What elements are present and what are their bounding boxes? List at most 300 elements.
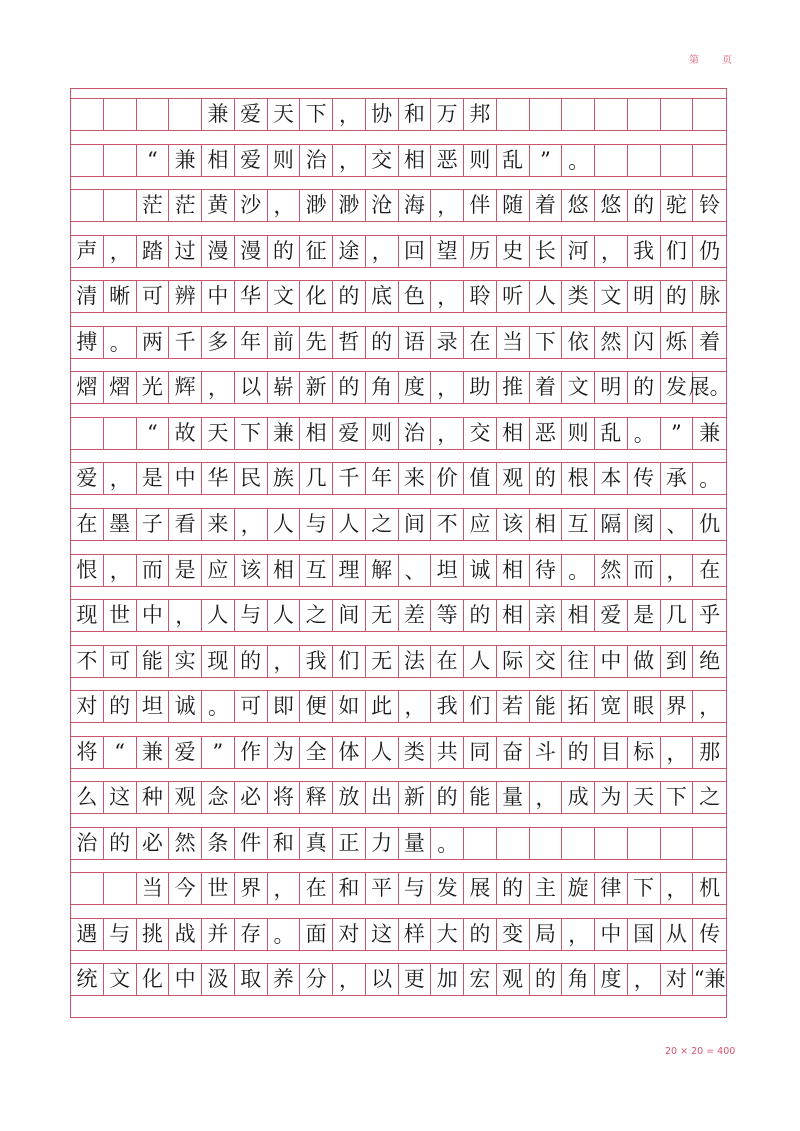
grid-cell-empty <box>169 99 202 130</box>
grid-cell-empty <box>661 828 694 859</box>
grid-cell: 作 <box>235 737 268 768</box>
grid-cell: 以 <box>366 964 399 995</box>
grid-cell: 渺 <box>333 190 366 221</box>
grid-cell: 底 <box>366 281 399 312</box>
grid-row <box>71 98 726 131</box>
manuscript-grid <box>70 88 731 1018</box>
grid-cell: 。 <box>628 418 661 449</box>
grid-cell: 能 <box>137 646 170 677</box>
grid-cell: 界 <box>661 691 694 722</box>
grid-cell: 恶 <box>431 145 464 176</box>
grid-row <box>71 280 726 313</box>
grid-cell: 机 <box>699 876 721 901</box>
grid-cell: 下 <box>235 418 268 449</box>
grid-cell: 是 <box>137 463 170 494</box>
grid-cell: 解 <box>366 555 399 586</box>
grid-cell: 族 <box>268 463 301 494</box>
grid-cell: 茫 <box>137 190 170 221</box>
grid-cell: 类 <box>562 281 595 312</box>
grid-row <box>71 918 726 951</box>
grid-cell: ， <box>661 555 694 586</box>
grid-cell: 途 <box>333 236 366 267</box>
grid-cell-empty <box>628 99 661 130</box>
grid-cell: 征 <box>300 236 333 267</box>
grid-cell: 理 <box>333 555 366 586</box>
grid-cell: 坦 <box>137 691 170 722</box>
grid-cell: 是 <box>169 555 202 586</box>
grid-cell: 释 <box>300 782 333 813</box>
grid-cell: 铃 <box>699 193 721 218</box>
grid-cell: 奋 <box>497 737 530 768</box>
grid-cell: 中 <box>169 964 202 995</box>
grid-cell: 的 <box>628 372 661 403</box>
grid-cell: 斗 <box>530 737 563 768</box>
grid-cell: ， <box>268 190 301 221</box>
grid-cell: 本 <box>595 463 628 494</box>
grid-cell: 平 <box>366 873 399 904</box>
grid-cell: 放 <box>333 782 366 813</box>
grid-cell: 茫 <box>169 190 202 221</box>
grid-cell: 宽 <box>595 691 628 722</box>
grid-cell: 为 <box>595 782 628 813</box>
grid-cell: “ <box>137 418 170 449</box>
grid-cell: “ <box>104 737 137 768</box>
grid-cell: 脉 <box>699 284 721 309</box>
grid-cell: 度 <box>595 964 628 995</box>
grid-cell: 乎 <box>699 603 721 628</box>
grid-cell: 往 <box>562 646 595 677</box>
grid-cell: 和 <box>268 828 301 859</box>
grid-cell: 恶 <box>530 418 563 449</box>
grid-cell: 然 <box>595 327 628 358</box>
grid-cell: 回 <box>399 236 432 267</box>
grid-cell: 故 <box>169 418 202 449</box>
grid-cell: 兼 <box>202 99 235 130</box>
grid-cell-empty <box>562 828 595 859</box>
grid-cell: 的 <box>661 281 694 312</box>
grid-cell: 之 <box>366 509 399 540</box>
grid-cell: 望 <box>431 236 464 267</box>
grid-row <box>71 827 726 860</box>
grid-cell: 这 <box>366 919 399 950</box>
grid-cell: 量 <box>399 828 432 859</box>
grid-cell: 即 <box>268 691 301 722</box>
grid-cell: 可 <box>104 646 137 677</box>
grid-cell-empty <box>71 418 104 449</box>
grid-cell: ” <box>530 145 563 176</box>
grid-cell: 相 <box>497 600 530 631</box>
grid-cell: 发 <box>661 372 694 403</box>
grid-cell: 然 <box>169 828 202 859</box>
grid-cell: 不 <box>71 646 104 677</box>
grid-cell: 化 <box>137 964 170 995</box>
grid-cell: 而 <box>137 555 170 586</box>
grid-cell: 千 <box>333 463 366 494</box>
grid-cell-empty <box>71 190 104 221</box>
grid-cell: ， <box>333 99 366 130</box>
grid-cell: ” <box>202 737 235 768</box>
grid-cell: 的 <box>464 919 497 950</box>
grid-cell: 爱 <box>595 600 628 631</box>
grid-cell: 辨 <box>169 281 202 312</box>
grid-cell: 条 <box>202 828 235 859</box>
grid-cell: ， <box>169 600 202 631</box>
grid-cell: 标 <box>628 737 661 768</box>
grid-cell: 应 <box>202 555 235 586</box>
grid-cell-empty <box>595 828 628 859</box>
grid-cell-empty <box>693 828 726 859</box>
grid-cell: 在 <box>464 327 497 358</box>
grid-cell: 隔 <box>595 509 628 540</box>
grid-cell: 能 <box>530 691 563 722</box>
grid-cell: 互 <box>300 555 333 586</box>
grid-cell: 与 <box>104 919 137 950</box>
grid-cell: 中 <box>169 463 202 494</box>
grid-cell: 将 <box>268 782 301 813</box>
grid-cell: 可 <box>137 281 170 312</box>
grid-cell: 助 <box>464 372 497 403</box>
grid-cell: 与 <box>399 873 432 904</box>
grid-cell: 统 <box>71 964 104 995</box>
grid-cell: 不 <box>431 509 464 540</box>
grid-cell: 等 <box>431 600 464 631</box>
grid-cell: 相 <box>300 418 333 449</box>
grid-cell-empty <box>628 828 661 859</box>
grid-cell: 之 <box>300 600 333 631</box>
grid-cell-empty <box>497 828 530 859</box>
grid-cell: 能 <box>464 782 497 813</box>
grid-cell: 世 <box>202 873 235 904</box>
grid-cell: 么 <box>71 782 104 813</box>
grid-cell: ， <box>595 236 628 267</box>
grid-cell: ， <box>628 964 661 995</box>
grid-cell: 化 <box>300 281 333 312</box>
grid-cell: 看 <box>169 509 202 540</box>
grid-row <box>71 736 726 769</box>
grid-cell-empty <box>562 99 595 130</box>
grid-cell: 晰 <box>104 281 137 312</box>
grid-cell: 同 <box>464 737 497 768</box>
grid-cell: 前 <box>268 327 301 358</box>
grid-cell: 年 <box>235 327 268 358</box>
grid-cell: ， <box>268 873 301 904</box>
grid-cell: 漫 <box>202 236 235 267</box>
grid-cell: 这 <box>104 782 137 813</box>
grid-cell-empty <box>628 145 661 176</box>
grid-cell: 现 <box>202 646 235 677</box>
grid-cell: 的 <box>104 691 137 722</box>
grid-row <box>71 189 726 222</box>
grid-cell: 待 <box>530 555 563 586</box>
grid-cell: 、 <box>399 555 432 586</box>
grid-cell: 。 <box>104 327 137 358</box>
grid-cell: 共 <box>431 737 464 768</box>
grid-cell: 变 <box>497 919 530 950</box>
grid-cell: 面 <box>300 919 333 950</box>
grid-cell: 爱 <box>169 737 202 768</box>
grid-capacity-label: 20 × 20 = 400 <box>665 1046 736 1057</box>
grid-cell: 则 <box>562 418 595 449</box>
grid-cell: 目 <box>595 737 628 768</box>
grid-cell: 观 <box>497 463 530 494</box>
grid-cell: 相 <box>268 555 301 586</box>
grid-cell: 诚 <box>169 691 202 722</box>
grid-cell: 全 <box>300 737 333 768</box>
grid-cell: 角 <box>562 964 595 995</box>
grid-cell-empty <box>595 145 628 176</box>
grid-cell: 文 <box>104 964 137 995</box>
grid-cell: 年 <box>366 463 399 494</box>
grid-cell: 现 <box>71 600 104 631</box>
grid-cell: 中 <box>137 600 170 631</box>
grid-cell-empty <box>104 418 137 449</box>
grid-cell: 乱 <box>497 145 530 176</box>
grid-row <box>71 781 726 814</box>
grid-cell: 的 <box>464 600 497 631</box>
grid-cell: 诚 <box>464 555 497 586</box>
grid-cell: 相 <box>497 555 530 586</box>
grid-cell: 是 <box>628 600 661 631</box>
grid-cell: 观 <box>497 964 530 995</box>
grid-cell: 和 <box>333 873 366 904</box>
grid-cell: 世 <box>104 600 137 631</box>
grid-cell: 协 <box>366 99 399 130</box>
grid-cell: 分 <box>300 964 333 995</box>
grid-cell: 值 <box>464 463 497 494</box>
grid-cell: 坦 <box>431 555 464 586</box>
grid-cell: ， <box>661 873 694 904</box>
grid-cell: 明 <box>628 281 661 312</box>
grid-cell: 。 <box>431 828 464 859</box>
grid-cell: 华 <box>202 463 235 494</box>
grid-cell: 绝 <box>699 648 721 673</box>
grid-cell: 沧 <box>366 190 399 221</box>
grid-cell: 量 <box>497 782 530 813</box>
grid-cell: 海 <box>399 190 432 221</box>
grid-cell: ， <box>661 737 694 768</box>
grid-cell: 子 <box>137 509 170 540</box>
grid-cell: ， <box>431 418 464 449</box>
grid-cell: 仍 <box>699 238 721 263</box>
grid-cell: 。 <box>202 691 235 722</box>
grid-cell: 的 <box>530 964 563 995</box>
grid-cell: 必 <box>137 828 170 859</box>
grid-cell-empty <box>137 99 170 130</box>
grid-cell: 承 <box>661 463 694 494</box>
grid-cell: 多 <box>202 327 235 358</box>
grid-cell: 拓 <box>562 691 595 722</box>
grid-cell: 在 <box>300 873 333 904</box>
grid-cell: 战 <box>169 919 202 950</box>
grid-cell: 史 <box>497 236 530 267</box>
grid-cell: 闪 <box>628 327 661 358</box>
grid-cell: 墨 <box>104 509 137 540</box>
grid-row <box>71 599 726 632</box>
grid-cell: 际 <box>497 646 530 677</box>
grid-cell: 声 <box>71 236 104 267</box>
grid-cell: 价 <box>431 463 464 494</box>
grid-cell: 眼 <box>628 691 661 722</box>
grid-cell: 着 <box>699 329 721 354</box>
grid-row <box>71 144 726 177</box>
grid-cell: 那 <box>699 739 721 764</box>
grid-cell: 并 <box>202 919 235 950</box>
grid-row <box>71 417 726 450</box>
grid-cell: 展。 <box>688 375 731 400</box>
grid-cell: 从 <box>661 919 694 950</box>
grid-cell-empty <box>693 99 726 130</box>
grid-cell: 力 <box>366 828 399 859</box>
grid-cell: 着 <box>530 372 563 403</box>
grid-cell: 中 <box>595 646 628 677</box>
grid-cell: 明 <box>595 372 628 403</box>
grid-cell: 人 <box>202 600 235 631</box>
grid-cell: 清 <box>71 281 104 312</box>
grid-cell: 则 <box>268 145 301 176</box>
grid-cell: 为 <box>268 737 301 768</box>
grid-cell: 文 <box>595 281 628 312</box>
grid-cell: 则 <box>464 145 497 176</box>
grid-cell: 录 <box>431 327 464 358</box>
grid-cell: 、 <box>661 509 694 540</box>
grid-cell: 中 <box>202 281 235 312</box>
grid-cell-empty <box>104 873 137 904</box>
grid-cell: 观 <box>169 782 202 813</box>
grid-cell: 熠 <box>71 372 104 403</box>
grid-cell: 伴 <box>464 190 497 221</box>
grid-cell: 亲 <box>530 600 563 631</box>
grid-cell: 爱 <box>71 463 104 494</box>
grid-cell: 治 <box>399 418 432 449</box>
grid-cell: 便 <box>300 691 333 722</box>
grid-cell: 对 <box>333 919 366 950</box>
grid-cell: 大 <box>431 919 464 950</box>
grid-cell: 国 <box>628 919 661 950</box>
grid-cell: 更 <box>399 964 432 995</box>
grid-cell: 可 <box>235 691 268 722</box>
grid-cell: 角 <box>366 372 399 403</box>
grid-cell: ， <box>399 691 432 722</box>
grid-cell: 类 <box>399 737 432 768</box>
grid-cell: 们 <box>464 691 497 722</box>
grid-cell: 千 <box>169 327 202 358</box>
grid-cell: 到 <box>661 646 694 677</box>
grid-cell: ， <box>104 555 137 586</box>
grid-cell: 的 <box>235 646 268 677</box>
grid-row <box>71 963 726 996</box>
grid-cell: 驼 <box>661 190 694 221</box>
grid-cell-empty <box>71 873 104 904</box>
grid-cell: 阂 <box>628 509 661 540</box>
grid-cell: 乱 <box>595 418 628 449</box>
page-number-label: 第 页 <box>689 55 743 66</box>
grid-cell: 然 <box>595 555 628 586</box>
grid-cell: 踏 <box>137 236 170 267</box>
grid-cell: 渺 <box>300 190 333 221</box>
grid-cell: 天 <box>628 782 661 813</box>
grid-cell: 人 <box>268 509 301 540</box>
grid-cell: 在 <box>431 646 464 677</box>
grid-cell: 无 <box>366 646 399 677</box>
grid-cell-empty <box>104 190 137 221</box>
grid-cell: 的 <box>104 828 137 859</box>
grid-cell: 传 <box>699 921 721 946</box>
grid-cell: 度 <box>399 372 432 403</box>
grid-cell: 当 <box>137 873 170 904</box>
grid-cell: 真 <box>300 828 333 859</box>
grid-cell: 。 <box>562 555 595 586</box>
grid-cell: 主 <box>530 873 563 904</box>
grid-cell: “兼 <box>693 967 726 992</box>
grid-cell: ， <box>333 964 366 995</box>
grid-cell: 存 <box>235 919 268 950</box>
grid-cell: 天 <box>202 418 235 449</box>
grid-cell: ， <box>431 190 464 221</box>
grid-cell: 新 <box>399 782 432 813</box>
grid-cell-empty <box>71 145 104 176</box>
grid-row <box>71 690 726 723</box>
grid-cell: 间 <box>399 509 432 540</box>
grid-cell: 依 <box>562 327 595 358</box>
grid-cell-empty <box>497 99 530 130</box>
grid-cell: “ <box>137 145 170 176</box>
grid-cell: 推 <box>497 372 530 403</box>
grid-cell: 律 <box>595 873 628 904</box>
grid-cell: 文 <box>268 281 301 312</box>
grid-cell-empty <box>661 99 694 130</box>
grid-cell: 几 <box>300 463 333 494</box>
grid-cell: 相 <box>530 509 563 540</box>
grid-cell: 沙 <box>235 190 268 221</box>
grid-cell: 必 <box>235 782 268 813</box>
grid-cell: 当 <box>497 327 530 358</box>
grid-cell: 的 <box>333 372 366 403</box>
grid-cell: 聆 <box>464 281 497 312</box>
grid-cell-empty <box>595 99 628 130</box>
grid-cell: 来 <box>202 509 235 540</box>
grid-cell: 悠 <box>562 190 595 221</box>
grid-cell: 随 <box>497 190 530 221</box>
grid-cell: 们 <box>333 646 366 677</box>
grid-cell: 应 <box>464 509 497 540</box>
grid-cell: 听 <box>497 281 530 312</box>
grid-cell: 种 <box>137 782 170 813</box>
grid-cell: 展 <box>464 873 497 904</box>
grid-row <box>71 508 726 541</box>
grid-cell: 治 <box>300 145 333 176</box>
grid-cell: 中 <box>595 919 628 950</box>
grid-cell: ， <box>235 509 268 540</box>
grid-cell: ， <box>268 646 301 677</box>
grid-cell: 在 <box>699 557 721 582</box>
grid-cell: 取 <box>235 964 268 995</box>
grid-cell: 实 <box>169 646 202 677</box>
grid-cell: 新 <box>300 372 333 403</box>
grid-cell: 。 <box>268 919 301 950</box>
grid-cell: 差 <box>399 600 432 631</box>
grid-cell: 烁 <box>661 327 694 358</box>
grid-row <box>71 235 726 268</box>
grid-cell: 下 <box>628 873 661 904</box>
grid-cell: 们 <box>661 236 694 267</box>
grid-cell: 万 <box>431 99 464 130</box>
grid-cell: 爱 <box>235 145 268 176</box>
grid-cell: 两 <box>137 327 170 358</box>
grid-cell: ， <box>104 463 137 494</box>
grid-cell: 人 <box>333 509 366 540</box>
grid-row <box>71 462 726 495</box>
grid-cell: 文 <box>562 372 595 403</box>
